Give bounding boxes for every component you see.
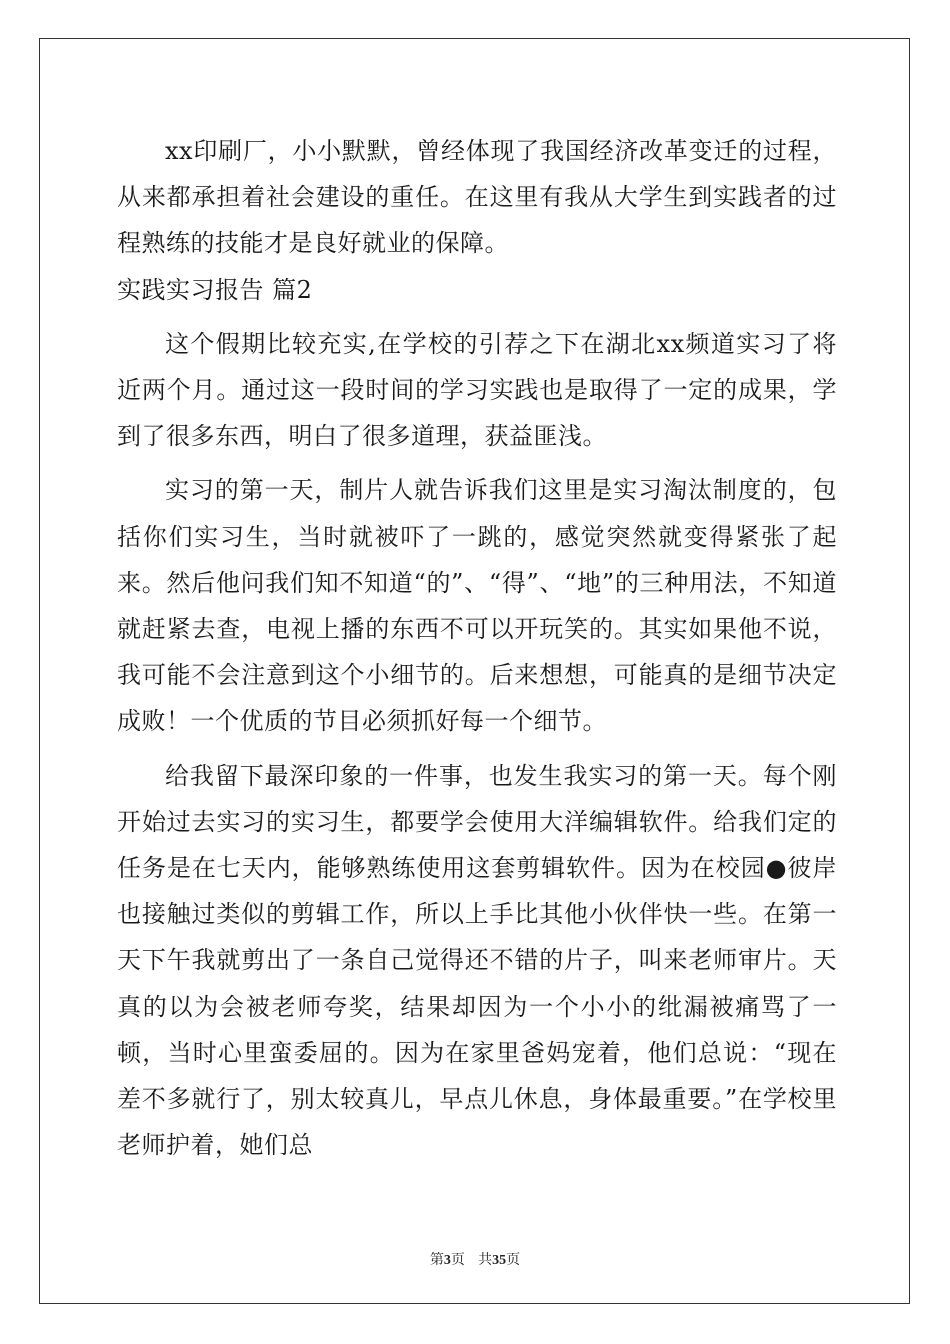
paragraph-4: 给我留下最深印象的一件事，也发生我实习的第一天。每个刚开始过去实习的实习生，都要学会使用大洋编辑软件。给我们定的任务是在七天内，能够熟练使用这套剪辑软件。因为在校园●彼岸也接触过类似的剪辑工作，所以上手比其他小伙伴快一些。在第一天下午我就剪出了一条自己觉得还不错的片子，叫来老师审片。天真的以为会被老师夸奖，结果却因为一个小小的纰漏被痛骂了一顿，当时心里蛮委屈的。因为在家里爸妈宠着，他们总说：“现在差不多就行了，别太较真儿，早点儿休息，身体最重要。”在学校里老师护着，她们总: [117, 761, 837, 1160]
paragraph-2: 这个假期比较充实,在学校的引荐之下在湖北xx频道实习了将近两个月。通过这一段时间的学习实践也是取得了一定的成果，学到了很多东西，明白了很多道理，获益匪浅。: [117, 329, 837, 451]
page-label-prefix: 第: [429, 1252, 444, 1268]
total-pages: 35: [492, 1253, 507, 1268]
document-body: [117, 128, 837, 1168]
total-label-prefix: 共: [478, 1252, 493, 1268]
paragraph-3: 实习的第一天，制片人就告诉我们这里是实习淘汰制度的，包括你们实习生，当时就被吓了一跳的，感觉突然就变得紧张了起来。然后他问我们知不知道“的”、“得”、“地”的三种用法，不知道就赶紧去查，电视上播的东西不可以开玩笑的。其实如果他不说，我可能不会注意到这个小细节的。后来想想，可能真的是细节决定成败！一个优质的节目必须抓好每一个细节。: [117, 476, 837, 736]
total-label-suffix: 页: [506, 1252, 521, 1268]
paragraph-1: xx印刷厂，小小默默，曾经体现了我国经济改革变迁的过程，从来都承担着社会建设的重任。在这里有我从大学生到实践者的过程熟练的技能才是良好就业的保障。: [117, 137, 837, 258]
section-heading: 实践实习报告 篇2: [117, 275, 313, 304]
page-label-suffix: 页: [450, 1252, 465, 1268]
page-footer: [0, 1249, 950, 1269]
page-number: 3: [443, 1253, 451, 1268]
